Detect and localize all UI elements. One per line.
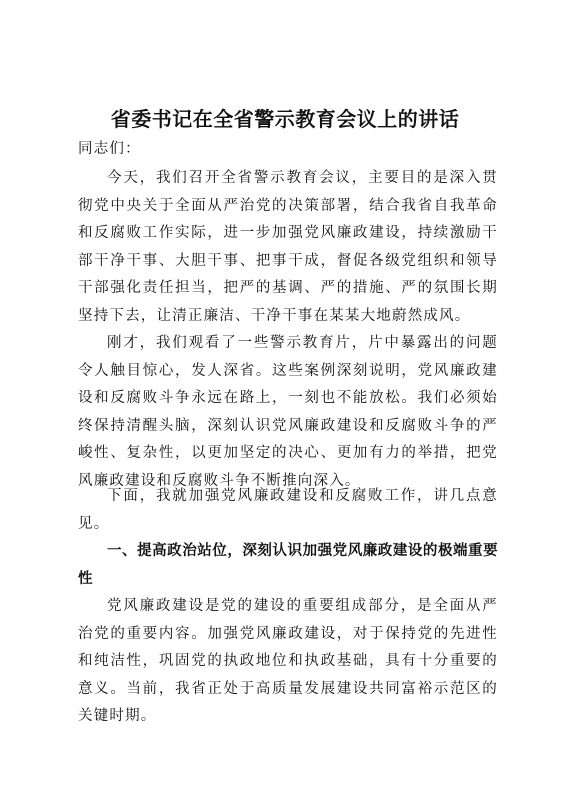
section-heading: 一、提高政治站位，深刻认识加强党风廉政建设的极端重要性 — [78, 543, 498, 587]
paragraph-opening: 今天，我们召开全省警示教育会议，主要目的是深入贯彻党中央关于全面从严治党的决策部署，结合我省自我革命和反腐败工作实际，进一步加强党风廉政建设，持续激励干部干净干事、大胆干事、把事干成，督促各级党组织和领导干部强化责任担当，把严的基调、严的措施、严的氛围长期坚持下去，让清正廉洁、干净干事在某某大地蔚然成风。 — [78, 170, 498, 324]
paragraph-warning-films: 刚才，我们观看了一些警示教育片，片中暴露出的问题令人触目惊心，发人深省。这些案例深刻说明，党风廉政建设和反腐败斗争永远在路上，一刻也不能放松。我们必须始终保持清醒头脑，深刻认识党风廉政建设和反腐败斗争的严峻性、复杂性，以更加坚定的决心、更加有力的举措，把党风廉政建设和反腐败斗争不断推向深入。 — [78, 335, 498, 489]
salutation: 同志们： — [78, 141, 141, 157]
paragraph-transition: 下面，我就加强党风廉政建设和反腐败工作，讲几点意见。 — [78, 488, 498, 532]
document-title: 省委书记在全省警示教育会议上的讲话 — [110, 107, 460, 131]
section-paragraph: 党风廉政建设是党的建设的重要组成部分，是全面从严治党的重要内容。加强党风廉政建设，对于保持党的先进性和纯洁性，巩固党的执政地位和执政基础，具有十分重要的意义。当前，我省正处于高质量发展建设共同富裕示范区的关键时期。 — [78, 598, 498, 724]
